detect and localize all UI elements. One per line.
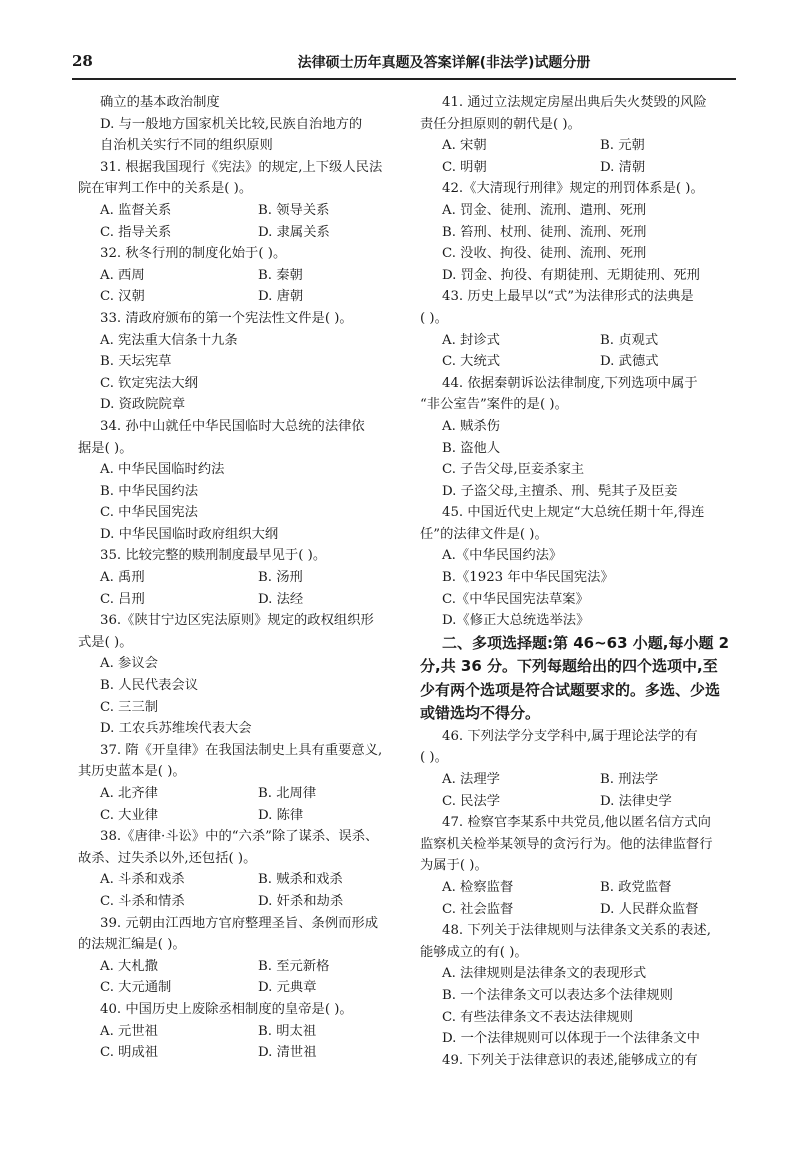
option-text: C. 民法学	[442, 793, 501, 809]
text-line: D. 中华民国临时政府组织大纲	[100, 526, 279, 542]
option-row	[78, 869, 384, 891]
section-heading-line: 分,共 36 分。下列每题给出的四个选项中,至	[420, 657, 718, 676]
text-line: A. 法律规则是法律条文的表现形式	[442, 966, 647, 982]
option-row	[420, 135, 742, 157]
text-line: C.《中华民国宪法草案》	[442, 591, 589, 607]
option-text: B. 至元新格	[258, 958, 330, 974]
section-heading-line: 或错选均不得分。	[420, 704, 541, 723]
option-text: A. 宋朝	[442, 138, 487, 154]
option-text: A. 大札撒	[100, 958, 158, 974]
text-line: D.《修正大总统选举法》	[442, 613, 590, 629]
option-row	[78, 222, 384, 244]
option-row	[78, 783, 384, 805]
option-row	[78, 891, 384, 913]
option-text: B. 明太祖	[258, 1023, 317, 1039]
text-line: ( )。	[420, 750, 448, 766]
option-text: A. 监督关系	[100, 202, 172, 218]
option-text: D. 清世祖	[258, 1045, 317, 1061]
text-line: C. 没收、拘役、徒刑、流刑、死刑	[442, 246, 647, 262]
option-text: B. 贼杀和戏杀	[258, 872, 343, 888]
text-line: 责任分担原则的朝代是( )。	[420, 116, 581, 132]
option-text: B. 北周律	[258, 786, 317, 801]
text-line: 任”的法律文件是( )。	[420, 526, 548, 542]
text-line: 45. 中国近代史上规定“大总统任期十年,得连	[442, 505, 705, 521]
text-line: 监察机关检举某领导的贪污行为。他的法律监督行	[420, 836, 713, 852]
option-text: C. 社会监督	[442, 901, 514, 917]
text-line: 为属于( )。	[420, 858, 488, 874]
text-line: 院在审判工作中的关系是( )。	[78, 181, 253, 197]
option-text: A. 元世祖	[100, 1023, 158, 1039]
text-line: A.《中华民国约法》	[442, 548, 563, 564]
text-line: C. 三三制	[100, 699, 159, 715]
text-line: 37. 隋《开皇律》在我国法制史上具有重要意义,	[100, 742, 383, 758]
text-line: 38.《唐律·斗讼》中的“六杀”除了谋杀、误杀、	[100, 829, 379, 845]
text-line: 确立的基本政治制度	[100, 95, 220, 110]
text-line: B. 笞刑、杖刑、徒刑、流刑、死刑	[442, 224, 647, 240]
running-title: 法律硕士历年真题及答案详解(非法学)试题分册	[297, 55, 591, 71]
text-line: A. 罚金、徒刑、流刑、遣刑、死刑	[442, 202, 647, 218]
page-number: 28	[72, 52, 93, 70]
option-row	[420, 877, 742, 899]
text-line: A. 中华民国临时约法	[100, 462, 225, 478]
option-text: C. 明朝	[442, 159, 487, 175]
option-text: D. 人民群众监督	[600, 901, 699, 917]
option-text: A. 禹刑	[100, 570, 145, 586]
text-line: 能够成立的有( )。	[420, 944, 528, 960]
text-line: D. 子盗父母,主擅杀、刑、髡其子及臣妾	[442, 483, 678, 499]
option-text: B. 秦朝	[258, 267, 303, 283]
option-text: D. 隶属关系	[258, 224, 330, 240]
option-row	[78, 1021, 384, 1043]
text-line: 33. 清政府颁布的第一个宪法性文件是( )。	[100, 310, 353, 326]
option-text: C. 指导关系	[100, 224, 172, 240]
option-text: B. 元朝	[600, 138, 645, 154]
text-line: D. 与一般地方国家机关比较,民族自治地方的	[100, 116, 363, 132]
text-line: C. 子告父母,臣妾杀家主	[442, 462, 585, 478]
text-line: 其历史蓝本是( )。	[78, 764, 186, 780]
option-text: B. 汤刑	[258, 570, 303, 586]
left-column	[78, 92, 384, 1064]
option-row	[78, 200, 384, 222]
option-row	[78, 1042, 384, 1064]
option-row	[420, 791, 742, 813]
text-line: 41. 通过立法规定房屋出典后失火焚毁的风险	[442, 95, 707, 110]
text-line: B.《1923 年中华民国宪法》	[442, 570, 614, 586]
option-text: D. 法律史学	[600, 793, 672, 809]
option-text: C. 吕刑	[100, 591, 145, 607]
text-line: 48. 下列关于法律规则与法律条文关系的表述,	[442, 923, 711, 939]
option-row	[420, 769, 742, 791]
option-row	[420, 351, 742, 373]
text-line: 47. 检察官李某系中共党员,他以匿名信方式向	[442, 815, 711, 831]
option-text: B. 贞观式	[600, 332, 659, 348]
option-text: B. 领导关系	[258, 202, 330, 218]
text-line: 式是( )。	[78, 634, 133, 650]
option-row	[78, 589, 384, 611]
option-row	[78, 977, 384, 999]
option-row	[78, 956, 384, 978]
text-line: 35. 比较完整的赎刑制度最早见于( )。	[100, 548, 327, 564]
text-line: 40. 中国历史上废除丞相制度的皇帝是( )。	[100, 1001, 353, 1017]
option-text: C. 大业律	[100, 807, 159, 823]
page-header	[72, 48, 736, 80]
text-line: A. 参议会	[100, 656, 158, 672]
option-text: D. 武德式	[600, 354, 659, 370]
text-line: 39. 元朝由江西地方官府整理圣旨、条例而形成	[100, 915, 379, 931]
option-row	[78, 286, 384, 308]
option-text: D. 奸杀和劫杀	[258, 893, 344, 909]
option-row	[78, 567, 384, 589]
section-heading-line: 少有两个选项是符合试题要求的。多选、少选	[420, 680, 721, 699]
text-line: C. 中华民国宪法	[100, 505, 198, 521]
option-text: D. 法经	[258, 591, 304, 607]
text-line: 43. 历史上最早以“式”为法律形式的法典是	[442, 289, 694, 305]
option-text: C. 大元通制	[100, 980, 172, 996]
section-heading-line: 二、多项选择题:第 46~63 小题,每小题 2	[442, 633, 730, 652]
option-text: A. 检察监督	[442, 880, 514, 895]
text-line: 42.《大清现行刑律》规定的刑罚体系是( )。	[442, 181, 704, 197]
text-line: D. 一个法律规则可以体现于一个法律条文中	[442, 1031, 700, 1047]
text-line: D. 罚金、拘役、有期徒刑、无期徒刑、死刑	[442, 267, 700, 283]
option-text: A. 封诊式	[442, 332, 500, 348]
option-row	[420, 157, 742, 179]
text-line: C. 有些法律条文不表达法律规则	[442, 1009, 634, 1025]
text-line: 36.《陕甘宁边区宪法原则》规定的政权组织形	[100, 613, 374, 629]
text-line: 故杀、过失杀以外,还包括( )。	[78, 850, 257, 866]
right-column	[420, 92, 742, 1071]
option-row	[420, 899, 742, 921]
text-line: 据是( )。	[78, 440, 133, 456]
option-text: A. 北齐律	[100, 786, 158, 801]
text-line: D. 工农兵苏维埃代表大会	[100, 721, 252, 737]
text-line: 49. 下列关于法律意识的表述,能够成立的有	[442, 1052, 698, 1068]
option-text: D. 陈律	[258, 807, 304, 823]
text-line: 46. 下列法学分支学科中,属于理论法学的有	[442, 728, 698, 744]
text-line: ( )。	[420, 310, 448, 326]
text-line: A. 贼杀伤	[442, 418, 500, 434]
text-line: B. 天坛宪草	[100, 354, 172, 370]
option-text: B. 刑法学	[600, 772, 659, 788]
text-line: B. 盗他人	[442, 440, 501, 456]
text-line: A. 宪法重大信条十九条	[100, 332, 238, 348]
option-text: B. 政党监督	[600, 880, 672, 895]
text-line: 32. 秋冬行刑的制度化始于( )。	[100, 246, 287, 262]
text-line: C. 钦定宪法大纲	[100, 375, 198, 391]
option-row	[78, 805, 384, 827]
option-text: D. 唐朝	[258, 289, 304, 305]
text-line: 44. 依据秦朝诉讼法律制度,下列选项中属于	[442, 375, 698, 391]
text-line: 31. 根据我国现行《宪法》的规定,上下级人民法	[100, 159, 383, 175]
option-text: C. 明成祖	[100, 1045, 159, 1061]
option-text: A. 斗杀和戏杀	[100, 872, 185, 888]
option-text: D. 清朝	[600, 159, 646, 175]
option-text: D. 元典章	[258, 980, 317, 996]
text-line: D. 资政院院章	[100, 397, 186, 413]
text-line: B. 一个法律条文可以表达多个法律规则	[442, 987, 673, 1003]
option-text: C. 汉朝	[100, 289, 145, 305]
text-line: B. 人民代表会议	[100, 678, 199, 694]
text-line: “非公室告”案件的是( )。	[420, 397, 568, 413]
text-line: 的法规汇编是( )。	[78, 937, 186, 953]
option-row	[420, 330, 742, 352]
text-line: B. 中华民国约法	[100, 483, 199, 499]
text-line: 34. 孙中山就任中华民国临时大总统的法律依	[100, 418, 365, 434]
option-text: C. 大统式	[442, 354, 501, 370]
option-text: C. 斗杀和情杀	[100, 893, 185, 909]
option-text: A. 法理学	[442, 772, 500, 788]
option-row	[78, 265, 384, 287]
option-text: A. 西周	[100, 267, 145, 283]
text-line: 自治机关实行不同的组织原则	[100, 138, 273, 154]
